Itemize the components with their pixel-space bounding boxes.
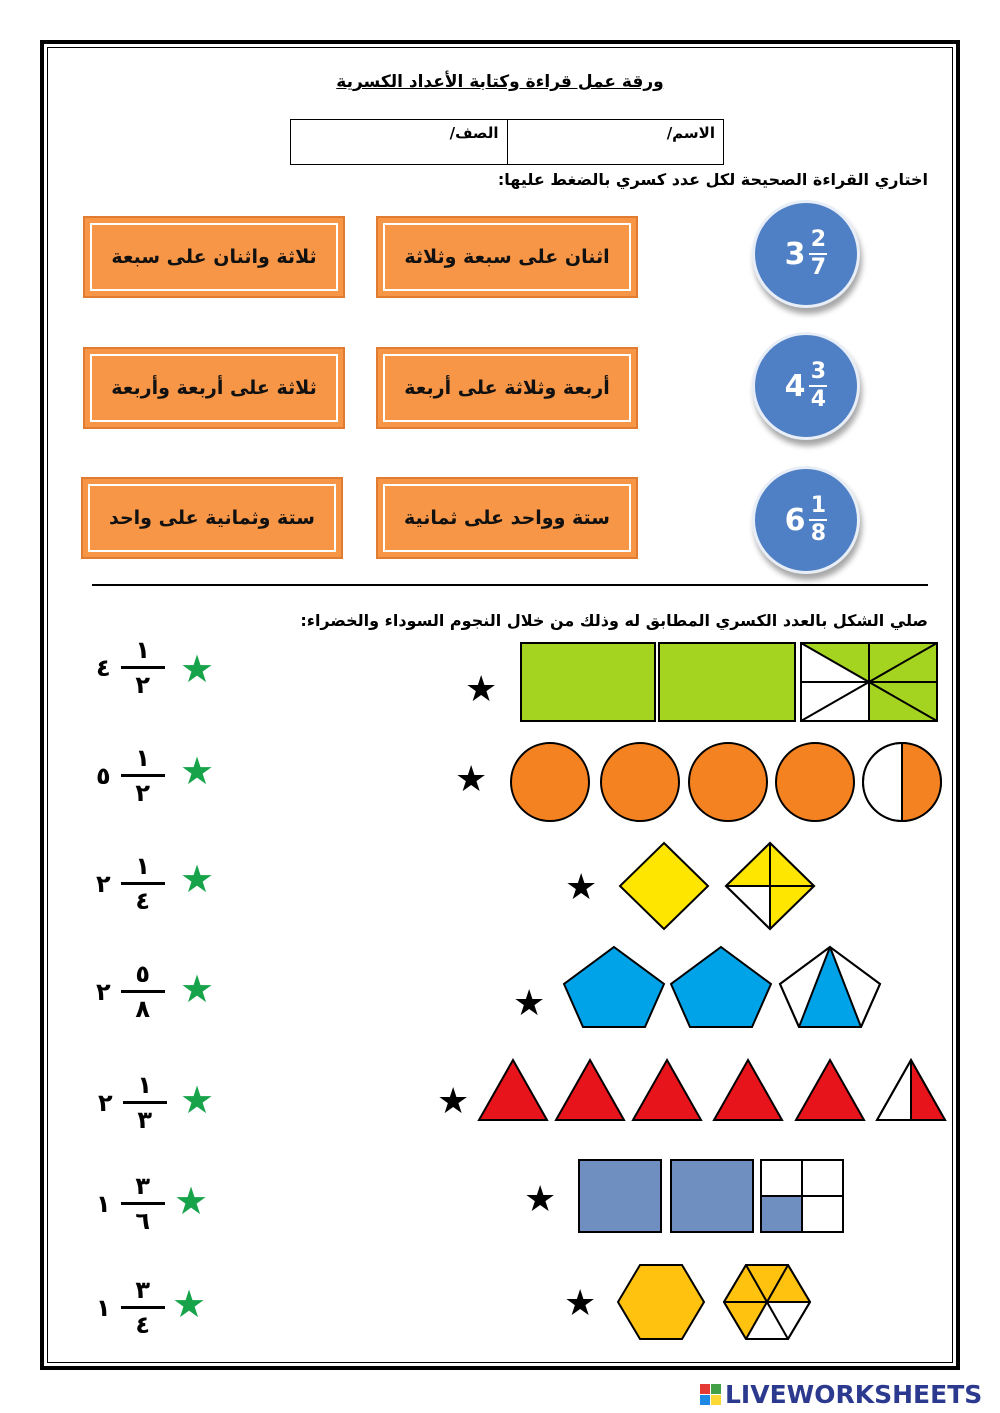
triangle-whole-2 [556, 1060, 624, 1120]
option-label: اثنان على سبعة وثلاثة [404, 246, 610, 268]
whole-part: ٥ [96, 761, 111, 790]
liveworksheets-logo [700, 1380, 982, 1409]
black-star-icon[interactable]: ★ [465, 669, 498, 710]
square-whole-2 [671, 1160, 753, 1232]
hexagon-whole [618, 1265, 704, 1339]
green-star-icon[interactable]: ★ [180, 749, 215, 793]
rectangle-partial [801, 643, 937, 721]
logo-text: LIVEWORKSHEETS [725, 1380, 983, 1409]
numerator: 2 [810, 227, 827, 252]
denominator: ٨ [135, 995, 150, 1023]
option-label: ثلاثة على أربعة وأربعة [111, 377, 317, 399]
black-star-icon[interactable]: ★ [513, 983, 546, 1024]
denominator: ٣ [137, 1106, 152, 1134]
numerator: ١ [135, 852, 150, 880]
class-field[interactable]: الصف/ [449, 124, 499, 142]
denominator: ٦ [135, 1207, 150, 1235]
pentagon-partial [780, 947, 880, 1027]
black-star-icon[interactable]: ★ [437, 1081, 470, 1122]
triangle-whole-1 [479, 1060, 547, 1120]
numerator: ١ [135, 636, 150, 664]
whole-part: ١ [96, 1189, 111, 1218]
whole-part: ٤ [96, 653, 111, 682]
green-star-icon[interactable]: ★ [180, 857, 215, 901]
green-star-icon[interactable]: ★ [172, 1282, 207, 1326]
black-star-icon[interactable]: ★ [564, 1283, 597, 1324]
black-star-icon[interactable]: ★ [455, 759, 488, 800]
square-partial [761, 1160, 843, 1232]
numerator: 3 [810, 359, 827, 384]
numerator: 1 [810, 493, 827, 518]
whole-part: 3 [784, 236, 806, 272]
section1-instruction: اختاري القراءة الصحيحة لكل عدد كسري بالضغط عليها: [497, 170, 928, 189]
green-star-icon[interactable]: ★ [180, 967, 215, 1011]
green-star-icon[interactable]: ★ [180, 647, 215, 691]
denominator: ٤ [135, 1311, 150, 1339]
name-field[interactable]: الاسم/ [507, 120, 724, 164]
numerator: ٥ [135, 960, 150, 988]
whole-part: ٢ [96, 869, 111, 898]
numerator: ١ [137, 1071, 152, 1099]
numerator: ٣ [135, 1172, 150, 1200]
whole-part: ٢ [96, 977, 111, 1006]
triangle-whole-3 [633, 1060, 701, 1120]
whole-part: ٢ [98, 1088, 113, 1117]
triangle-whole-4 [714, 1060, 782, 1120]
whole-part: 4 [784, 368, 806, 404]
square-whole-1 [579, 1160, 661, 1232]
circle-whole-2 [601, 743, 679, 821]
rectangle-whole-2 [659, 643, 795, 721]
whole-part: 6 [784, 502, 806, 538]
pentagon-whole-2 [671, 947, 771, 1027]
diamond-whole [620, 843, 708, 929]
worksheet-title: ورقة عمل قراءة وكتابة الأعداد الكسرية [336, 72, 664, 92]
triangle-whole-5 [796, 1060, 864, 1120]
circle-half [863, 743, 941, 821]
section2-instruction: صلي الشكل بالعدد الكسري المطابق له وذلك من خلال النجوم السوداء والخضراء: [300, 611, 928, 630]
logo-mark-icon [700, 1384, 721, 1405]
circle-whole-1 [511, 743, 589, 821]
denominator: 4 [810, 387, 827, 412]
denominator: 7 [810, 255, 827, 280]
denominator: ٤ [135, 887, 150, 915]
circle-whole-4 [776, 743, 854, 821]
green-star-icon[interactable]: ★ [180, 1078, 215, 1122]
denominator: 8 [810, 521, 827, 546]
whole-part: ١ [96, 1293, 111, 1322]
option-label: ستة وثمانية على واحد [109, 507, 315, 529]
denominator: ٢ [135, 779, 150, 807]
numerator: ٣ [135, 1276, 150, 1304]
diamond-quarter [726, 843, 814, 929]
pentagon-whole-1 [564, 947, 664, 1027]
triangle-partial [877, 1060, 945, 1120]
black-star-icon[interactable]: ★ [565, 867, 598, 908]
option-label: ثلاثة واثنان على سبعة [111, 246, 317, 268]
numerator: ١ [135, 744, 150, 772]
green-star-icon[interactable]: ★ [174, 1179, 209, 1223]
hexagon-partial [724, 1265, 810, 1339]
denominator: ٢ [135, 671, 150, 699]
black-star-icon[interactable]: ★ [524, 1179, 557, 1220]
option-label: ستة وواحد على ثمانية [404, 507, 610, 529]
circle-whole-3 [689, 743, 767, 821]
option-label: أربعة وثلاثة على أربعة [404, 377, 610, 399]
rectangle-whole-1 [521, 643, 655, 721]
